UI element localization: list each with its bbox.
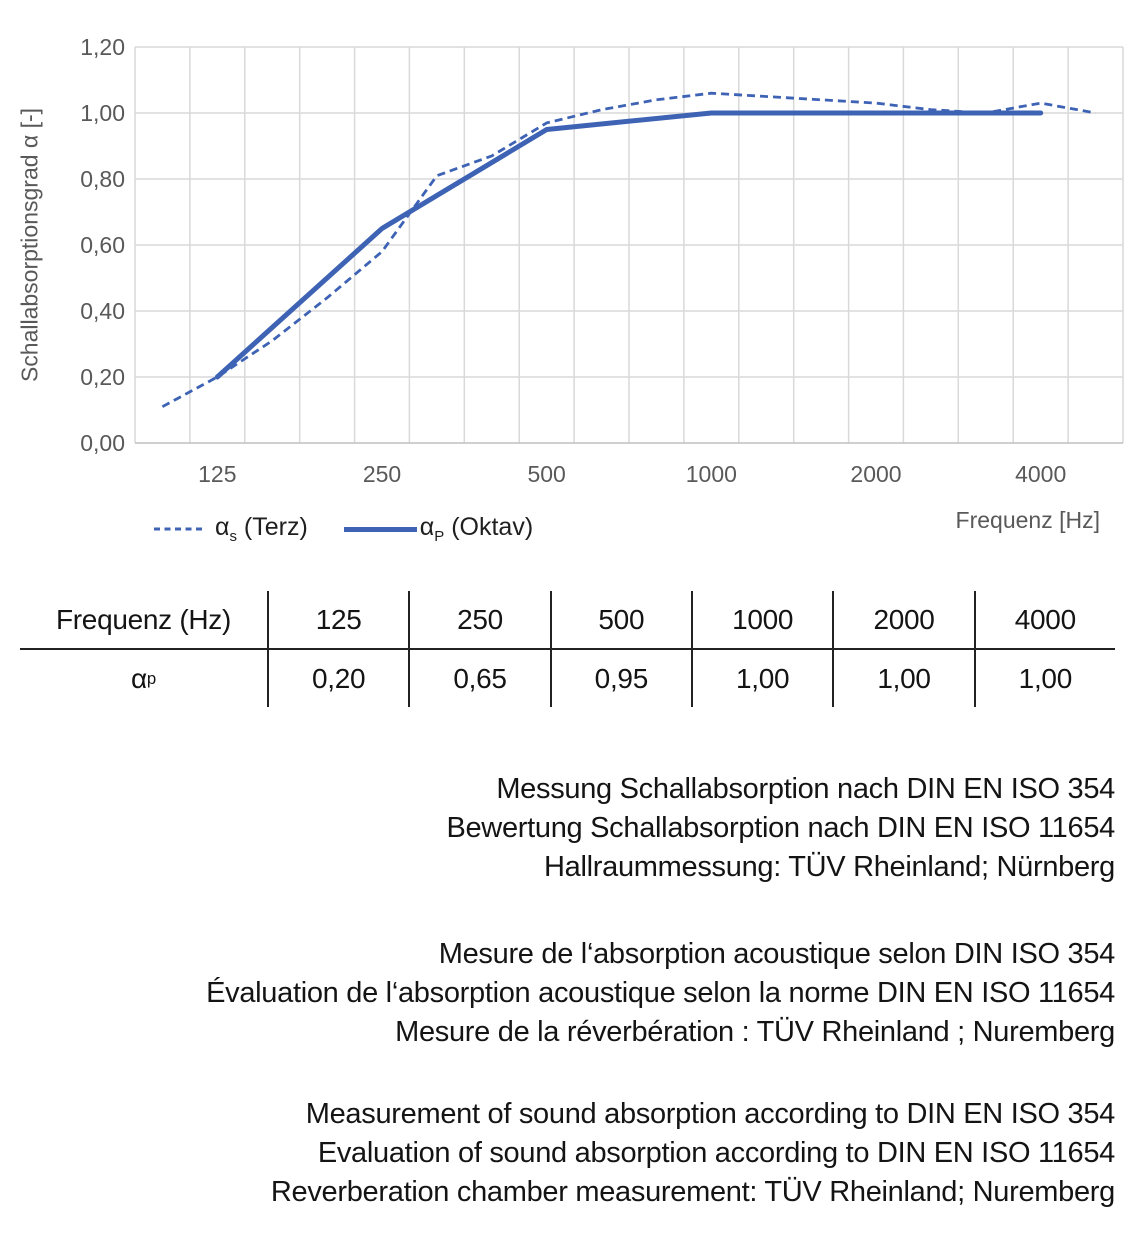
table-header-frequency: Frequenz (Hz) xyxy=(20,591,267,650)
x-tick-label: 125 xyxy=(198,461,237,487)
note-line: Measurement of sound absorption according to DIN EN ISO 354 xyxy=(305,1098,1115,1130)
alpha-symbol: α xyxy=(419,513,435,541)
alpha-symbol: α xyxy=(215,513,230,541)
note-line: Messung Schallabsorption nach DIN EN ISO 354 xyxy=(496,773,1115,805)
note-line: Evaluation of sound absorption according to DIN EN ISO 11654 xyxy=(317,1137,1115,1169)
note-block-german xyxy=(20,770,1115,887)
x-axis-title: Frequenz [Hz] xyxy=(955,507,1100,533)
table-value-cell: 0,65 xyxy=(408,650,549,707)
alpha-subscript: P xyxy=(434,528,445,545)
y-tick-label: 0,40 xyxy=(80,298,125,324)
y-tick-label: 0,00 xyxy=(80,430,125,456)
absorption-table xyxy=(20,591,1115,707)
solid-line-sample-icon xyxy=(344,527,417,532)
table-header-value: 250 xyxy=(408,591,549,650)
x-tick-label: 500 xyxy=(527,461,566,487)
y-tick-label: 0,80 xyxy=(80,166,125,192)
note-line: Hallraummessung: TÜV Rheinland; Nürnberg xyxy=(544,851,1115,883)
table-header-value: 4000 xyxy=(974,591,1115,650)
legend-text: (Oktav) xyxy=(444,513,534,541)
note-line: Reverberation chamber measurement: TÜV Rheinland; Nuremberg xyxy=(270,1176,1115,1208)
legend-text: (Terz) xyxy=(236,513,308,541)
x-tick-label: 1000 xyxy=(685,461,737,487)
note-line: Évaluation de l‘absorption acoustique selon la norme DIN EN ISO 11654 xyxy=(206,977,1115,1009)
table-value-cell: 1,00 xyxy=(832,650,973,707)
table-value-cell: 1,00 xyxy=(691,650,832,707)
plot-area xyxy=(135,47,1123,447)
table-header-value: 500 xyxy=(550,591,691,650)
table-value-cell: 1,00 xyxy=(974,650,1115,707)
note-block-french xyxy=(20,935,1115,1052)
table-value-cell: 0,95 xyxy=(550,650,691,707)
table-header-value: 2000 xyxy=(832,591,973,650)
note-line: Mesure de la réverbération : TÜV Rheinland ; Nuremberg xyxy=(395,1016,1115,1048)
note-line: Mesure de l‘absorption acoustique selon DIN ISO 354 xyxy=(438,938,1115,970)
table-header-value: 125 xyxy=(267,591,408,650)
x-tick-label: 2000 xyxy=(850,461,902,487)
y-axis-title: Schallabsorptionsgrad α [-] xyxy=(16,107,43,383)
y-tick-label: 1,20 xyxy=(80,34,125,60)
legend-label-oktav xyxy=(420,513,533,545)
legend-item-oktav xyxy=(344,513,533,545)
table-row-label-alpha-p: α p xyxy=(131,662,156,694)
dashed-line-sample-icon xyxy=(153,525,205,533)
table-value-cell: 0,20 xyxy=(267,650,408,707)
chart-legend xyxy=(153,512,533,546)
legend-label-terz xyxy=(215,513,308,545)
legend-item-terz xyxy=(153,513,308,545)
note-block-english xyxy=(20,1095,1115,1212)
alpha-subscript: s xyxy=(229,528,237,545)
table-header-value: 1000 xyxy=(691,591,832,650)
y-tick-label: 0,20 xyxy=(80,364,125,390)
y-tick-label: 0,60 xyxy=(80,232,125,258)
x-tick-label: 250 xyxy=(362,461,402,487)
y-tick-label: 1,00 xyxy=(80,100,125,126)
note-line: Bewertung Schallabsorption nach DIN EN ISO 11654 xyxy=(446,812,1115,844)
x-tick-label: 4000 xyxy=(1015,461,1067,487)
